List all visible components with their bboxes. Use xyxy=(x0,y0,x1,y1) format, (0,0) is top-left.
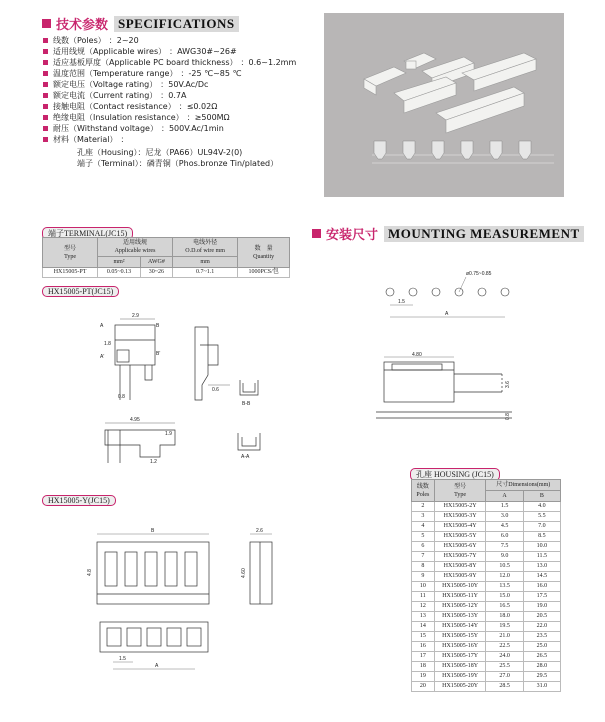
material-housing: 孔座（Housing）：尼龙（PA66）UL94V-2(0) xyxy=(77,148,243,157)
table-row: 5 HX15005-5Y 6.0 8.5 xyxy=(412,532,561,542)
terminal-photo-part xyxy=(519,141,531,159)
spec-item xyxy=(43,46,296,57)
bullet-icon xyxy=(43,104,48,109)
table-row: 19 HX15005-19Y 27.0 29.5 xyxy=(412,672,561,682)
mounting-title-en: MOUNTING MEASUREMENT xyxy=(384,226,584,242)
spec-label: 耐压（Withstand voltage） xyxy=(53,124,158,133)
th-housing-type: 型号 Type xyxy=(434,480,486,502)
mounting-side-drawing xyxy=(372,352,522,430)
bullet-icon xyxy=(43,49,48,54)
dim-4-8: 4.8 xyxy=(87,569,93,576)
dim-1-2: 1.2 xyxy=(150,459,157,465)
dim-2-9: 2.9 xyxy=(132,313,139,319)
table-row: 15 HX15005-15Y 21.0 23.5 xyxy=(412,632,561,642)
terminal-tag: 端子TERMINAL(JC15) xyxy=(42,227,133,240)
table-row: 12 HX15005-12Y 16.5 19.0 xyxy=(412,602,561,612)
spec-label: 适用线规（Applicable wires） xyxy=(53,47,167,56)
table-row: 17 HX15005-17Y 24.0 26.5 xyxy=(412,652,561,662)
th-b: B xyxy=(523,491,560,502)
dim-1-5: 1.5 xyxy=(119,656,126,662)
terminal-drawing xyxy=(90,305,290,470)
terminal-photo-part xyxy=(461,141,473,159)
label-a-prime: A' xyxy=(100,354,105,360)
spec-label: 绝缘电阻（Insulation resistance） xyxy=(53,113,184,122)
table-row: 9 HX15005-9Y 12.0 14.5 xyxy=(412,572,561,582)
dim-0-8-mount: 0.8 xyxy=(505,413,511,420)
spec-value: ：50V.Ac/Dc xyxy=(160,80,209,89)
spec-value: ： xyxy=(120,135,129,144)
th-type: 型号 Type xyxy=(43,238,98,268)
spec-value: ：≤0.02Ω xyxy=(178,102,218,111)
y-tag: HX15005-Y(JC15) xyxy=(42,495,116,506)
bullet-icon xyxy=(43,38,48,43)
dim-4-60: 4.60 xyxy=(241,568,247,578)
spec-value: ：0.7A xyxy=(160,91,187,100)
spec-item xyxy=(43,123,296,134)
spec-item xyxy=(43,112,296,123)
y-tag-wrap xyxy=(42,490,116,508)
table-row: 4 HX15005-4Y 4.5 7.0 xyxy=(412,522,561,532)
specifications-title-cn: 技术参数 xyxy=(56,18,109,33)
table-row: 3 HX15005-3Y 3.0 5.5 xyxy=(412,512,561,522)
housing-tag: 孔座 HOUSING (JC15) xyxy=(410,468,500,481)
terminal-table xyxy=(42,237,290,278)
label-a: A xyxy=(100,323,104,329)
spec-item xyxy=(43,35,296,46)
th-qty: 数 量 Quantity xyxy=(238,238,290,268)
dim-3-6: 3.6 xyxy=(505,381,511,388)
bullet-icon xyxy=(43,71,48,76)
table-row: 16 HX15005-16Y 22.5 25.0 xyxy=(412,642,561,652)
housing-drawing xyxy=(85,524,295,674)
terminal-photo-part xyxy=(403,141,415,159)
spec-label: 额定电压（Voltage rating） xyxy=(53,80,158,89)
dim-a-y: A xyxy=(155,663,159,669)
mounting-title xyxy=(312,224,584,243)
th-wires: 适用线规 Applicable wires xyxy=(98,238,173,257)
spec-label: 温度范围（Temperature range） xyxy=(53,69,178,78)
specifications-title xyxy=(42,14,239,33)
th-mm: mm xyxy=(172,257,237,268)
spec-item xyxy=(43,57,296,68)
th-awg: AWG# xyxy=(140,257,172,268)
dim-b: B xyxy=(151,528,155,534)
material-terminal: 端子（Terminal）：磷青铜（Phos.bronze Tin/plated） xyxy=(77,159,279,168)
table-row: 20 HX15005-20Y 28.5 31.0 xyxy=(412,682,561,692)
label-b-b: B-B xyxy=(242,401,251,407)
bullet-icon xyxy=(43,93,48,98)
table-row: 18 HX15005-18Y 25.5 28.0 xyxy=(412,662,561,672)
terminal-photo-part xyxy=(490,141,502,159)
dim-1-8: 1.8 xyxy=(104,341,111,347)
spec-item xyxy=(43,101,296,112)
bullet-icon xyxy=(43,115,48,120)
label-a-a: A-A xyxy=(241,454,250,460)
mounting-hole-drawing xyxy=(370,265,530,323)
th-od: 电线外径 O.D.of wire mm xyxy=(172,238,237,257)
table-row: 14 HX15005-14Y 19.5 22.0 xyxy=(412,622,561,632)
spec-value: ：0.6~1.2mm xyxy=(240,58,297,67)
pt-tag-wrap xyxy=(42,281,119,299)
spec-value: ：≥500MΩ xyxy=(186,113,230,122)
bullet-icon xyxy=(42,19,51,28)
dim-4-95: 4.95 xyxy=(130,417,140,423)
label-b: B xyxy=(156,323,160,329)
dim-0-6: 0.6 xyxy=(212,387,219,393)
table-row: 8 HX15005-8Y 10.5 13.0 xyxy=(412,562,561,572)
spec-value: ：500V.Ac/1min xyxy=(160,124,224,133)
dim-hole-diameter: ø0.75~0.85 xyxy=(466,271,492,277)
table-row: 11 HX15005-11Y 15.0 17.5 xyxy=(412,592,561,602)
spec-value: ：-25 ℃~85 ℃ xyxy=(180,69,242,78)
bullet-icon xyxy=(43,82,48,87)
spec-label: 接触电阻（Contact resistance） xyxy=(53,102,176,111)
spec-item xyxy=(43,134,296,145)
label-b-prime: B' xyxy=(156,351,161,357)
table-row: 13 HX15005-13Y 18.0 20.5 xyxy=(412,612,561,622)
dim-2-6: 2.6 xyxy=(256,528,263,534)
housing-table xyxy=(411,479,561,692)
spec-label: 适应基板厚度（Applicable PC board thickness） xyxy=(53,58,238,67)
table-row: 7 HX15005-7Y 9.0 11.5 xyxy=(412,552,561,562)
connector-photo-illustration xyxy=(324,13,564,197)
mounting-title-cn: 安装尺寸 xyxy=(326,228,379,243)
dim-1-9: 1.9 xyxy=(165,431,172,437)
spec-value: ：AWG30#~26# xyxy=(169,47,237,56)
table-row: 2 HX15005-2Y 1.5 4.0 xyxy=(412,502,561,512)
spec-list xyxy=(43,35,296,145)
spec-item xyxy=(43,90,296,101)
spec-value: ：2~20 xyxy=(108,36,139,45)
table-row: 10 HX15005-10Y 13.5 16.0 xyxy=(412,582,561,592)
spec-item xyxy=(43,79,296,90)
pt-tag: HX15005-PT(JC15) xyxy=(42,286,119,297)
product-photo xyxy=(324,13,564,197)
th-dimensions: 尺寸Dimensions(mm) xyxy=(486,480,561,491)
spec-label: 线数（Poles） xyxy=(53,36,106,45)
bullet-icon xyxy=(43,137,48,142)
th-mm2: mm² xyxy=(98,257,141,268)
terminal-photo-part xyxy=(432,141,444,159)
bullet-icon xyxy=(43,126,48,131)
spec-label: 额定电流（Current rating） xyxy=(53,91,158,100)
dim-4-80: 4.80 xyxy=(412,352,422,358)
dim-a: A xyxy=(445,311,449,317)
table-row: 6 HX15005-6Y 7.5 10.0 xyxy=(412,542,561,552)
dim-0-8: 0.8 xyxy=(118,394,125,400)
table-row: HX15005-PT 0.05~0.13 30~26 0.7~1.1 1000PCS/包 xyxy=(43,268,290,278)
specifications-title-en: SPECIFICATIONS xyxy=(114,16,239,32)
bullet-icon xyxy=(312,229,321,238)
th-a: A xyxy=(486,491,523,502)
terminal-photo-part xyxy=(374,141,386,159)
dim-pitch: 1.5 xyxy=(398,299,405,305)
bullet-icon xyxy=(43,60,48,65)
spec-item xyxy=(43,68,296,79)
th-poles: 线数 Poles xyxy=(412,480,435,502)
spec-label: 材料（Material） xyxy=(53,135,118,144)
